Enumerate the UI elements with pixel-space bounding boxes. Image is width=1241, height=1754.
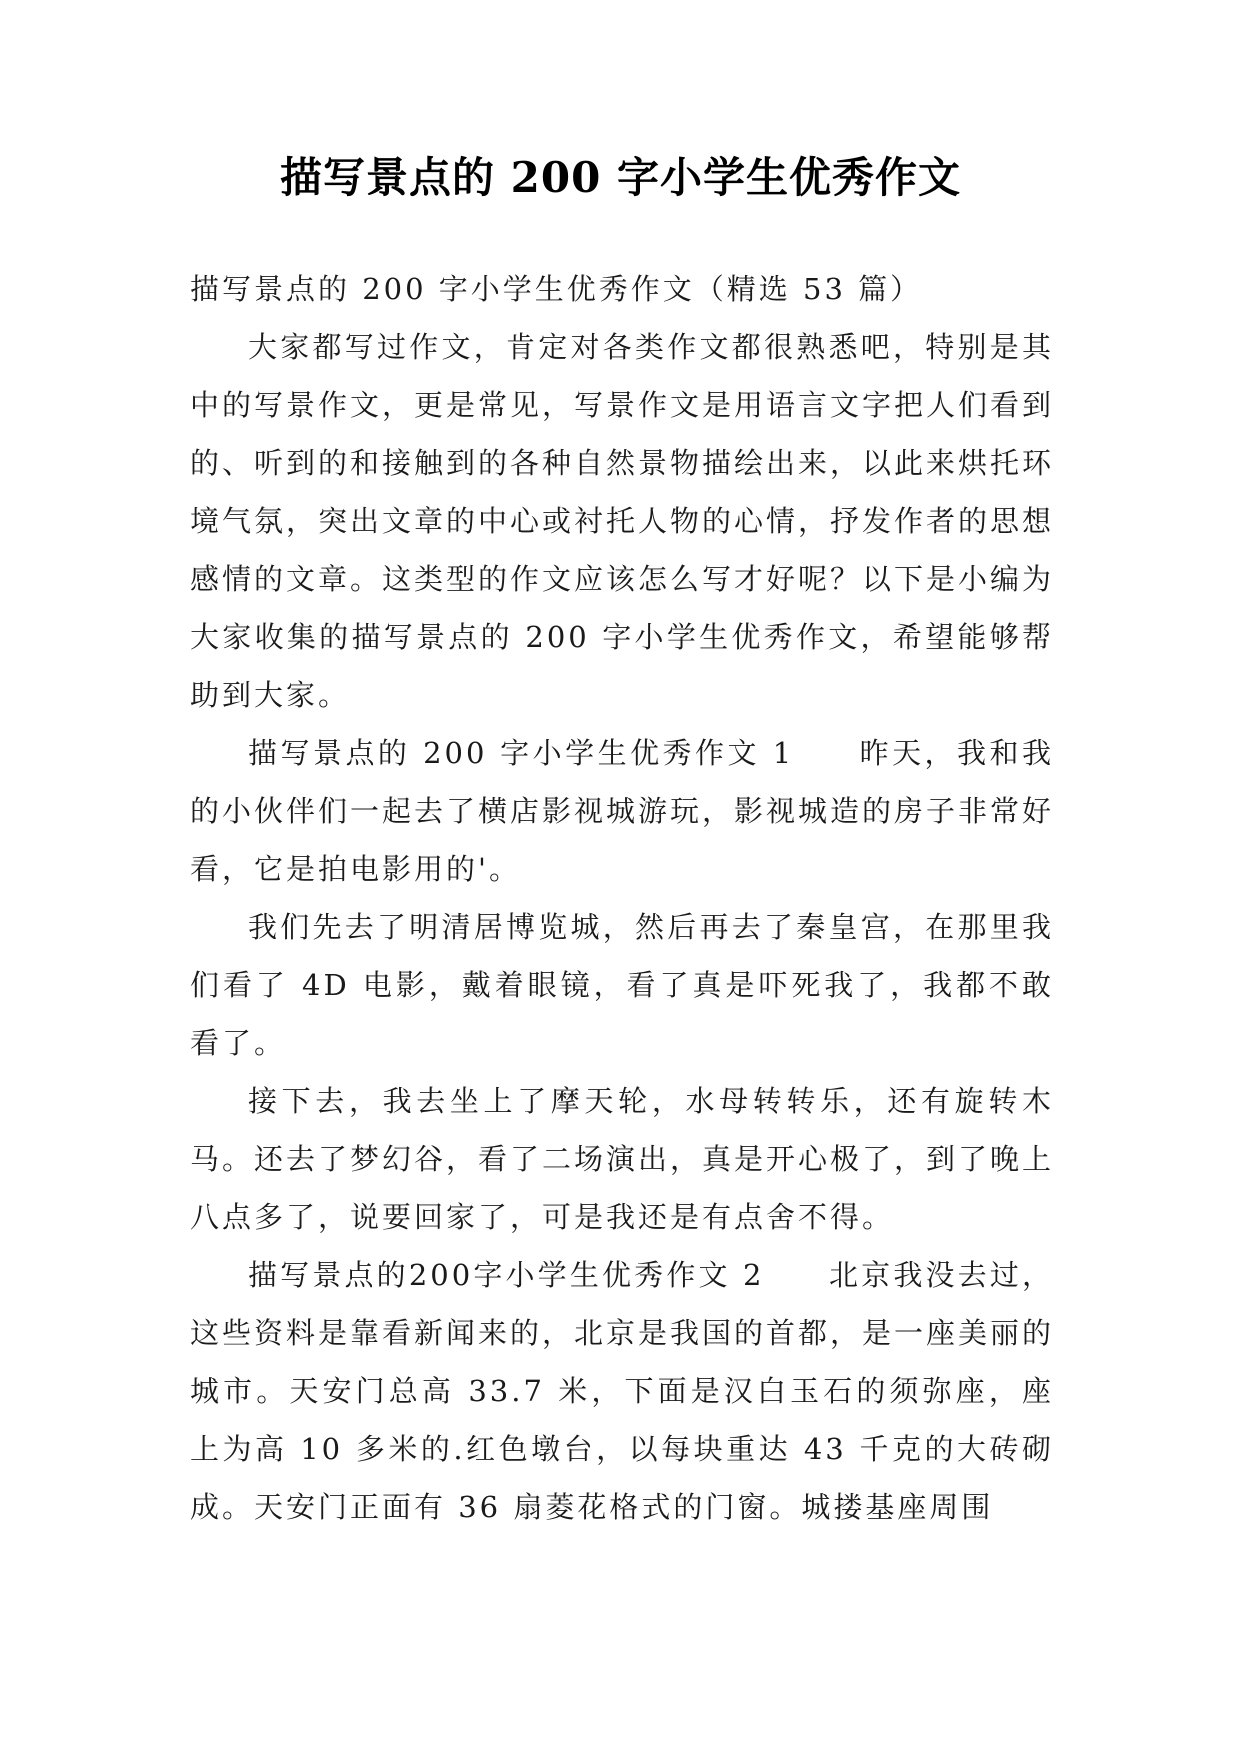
document-title: 描写景点的 200 字小学生优秀作文: [280, 153, 961, 202]
essay-1-paragraph-3: 接下去，我去坐上了摩天轮，水母转转乐，还有旋转木马。还去了梦幻谷，看了二场演出，真是开心极了，到了晚上八点多了，说要回家了，可是我还是有点舍不得。: [190, 1084, 1055, 1234]
essay-2-paragraph-1: 描写景点的200字小学生优秀作文 2 北京我没去过，这些资料是靠看新闻来的，北京是我国的首都，是一座美丽的城市。天安门总高 33.7 米，下面是汉白玉石的须弥座，座上为高 10 多米的.红色墩台，以每块重达 43 千克的大砖砌成。天安门正面有 36 扇菱花格式的门窗。城搂基座周围: [190, 1258, 1055, 1524]
essay-1-paragraph-2: 我们先去了明清居博览城，然后再去了秦皇宫，在那里我们看了 4D 电影，戴着眼镜，看了真是吓死我了，我都不敢看了。: [190, 910, 1054, 1060]
essay-1-paragraph-1: 描写景点的 200 字小学生优秀作文 1 昨天，我和我的小伙伴们一起去了横店影视城游玩，影视城造的房子非常好看，它是拍电影用的'。: [190, 736, 1055, 886]
intro-paragraph: 大家都写过作文，肯定对各类作文都很熟悉吧，特别是其中的写景作文，更是常见，写景作文是用语言文字把人们看到的、听到的和接触到的各种自然景物描绘出来，以此来烘托环境气氛，突出文章的中心或衬托人物的心情，抒发作者的思想感情的文章。这类型的作文应该怎么写才好呢？以下是小编为大家收集的描写景点的 200 字小学生优秀作文，希望能够帮助到大家。: [190, 330, 1055, 712]
document-body: [190, 260, 1054, 1536]
subtitle-paragraph: 描写景点的 200 字小学生优秀作文（精选 53 篇）: [190, 272, 923, 306]
